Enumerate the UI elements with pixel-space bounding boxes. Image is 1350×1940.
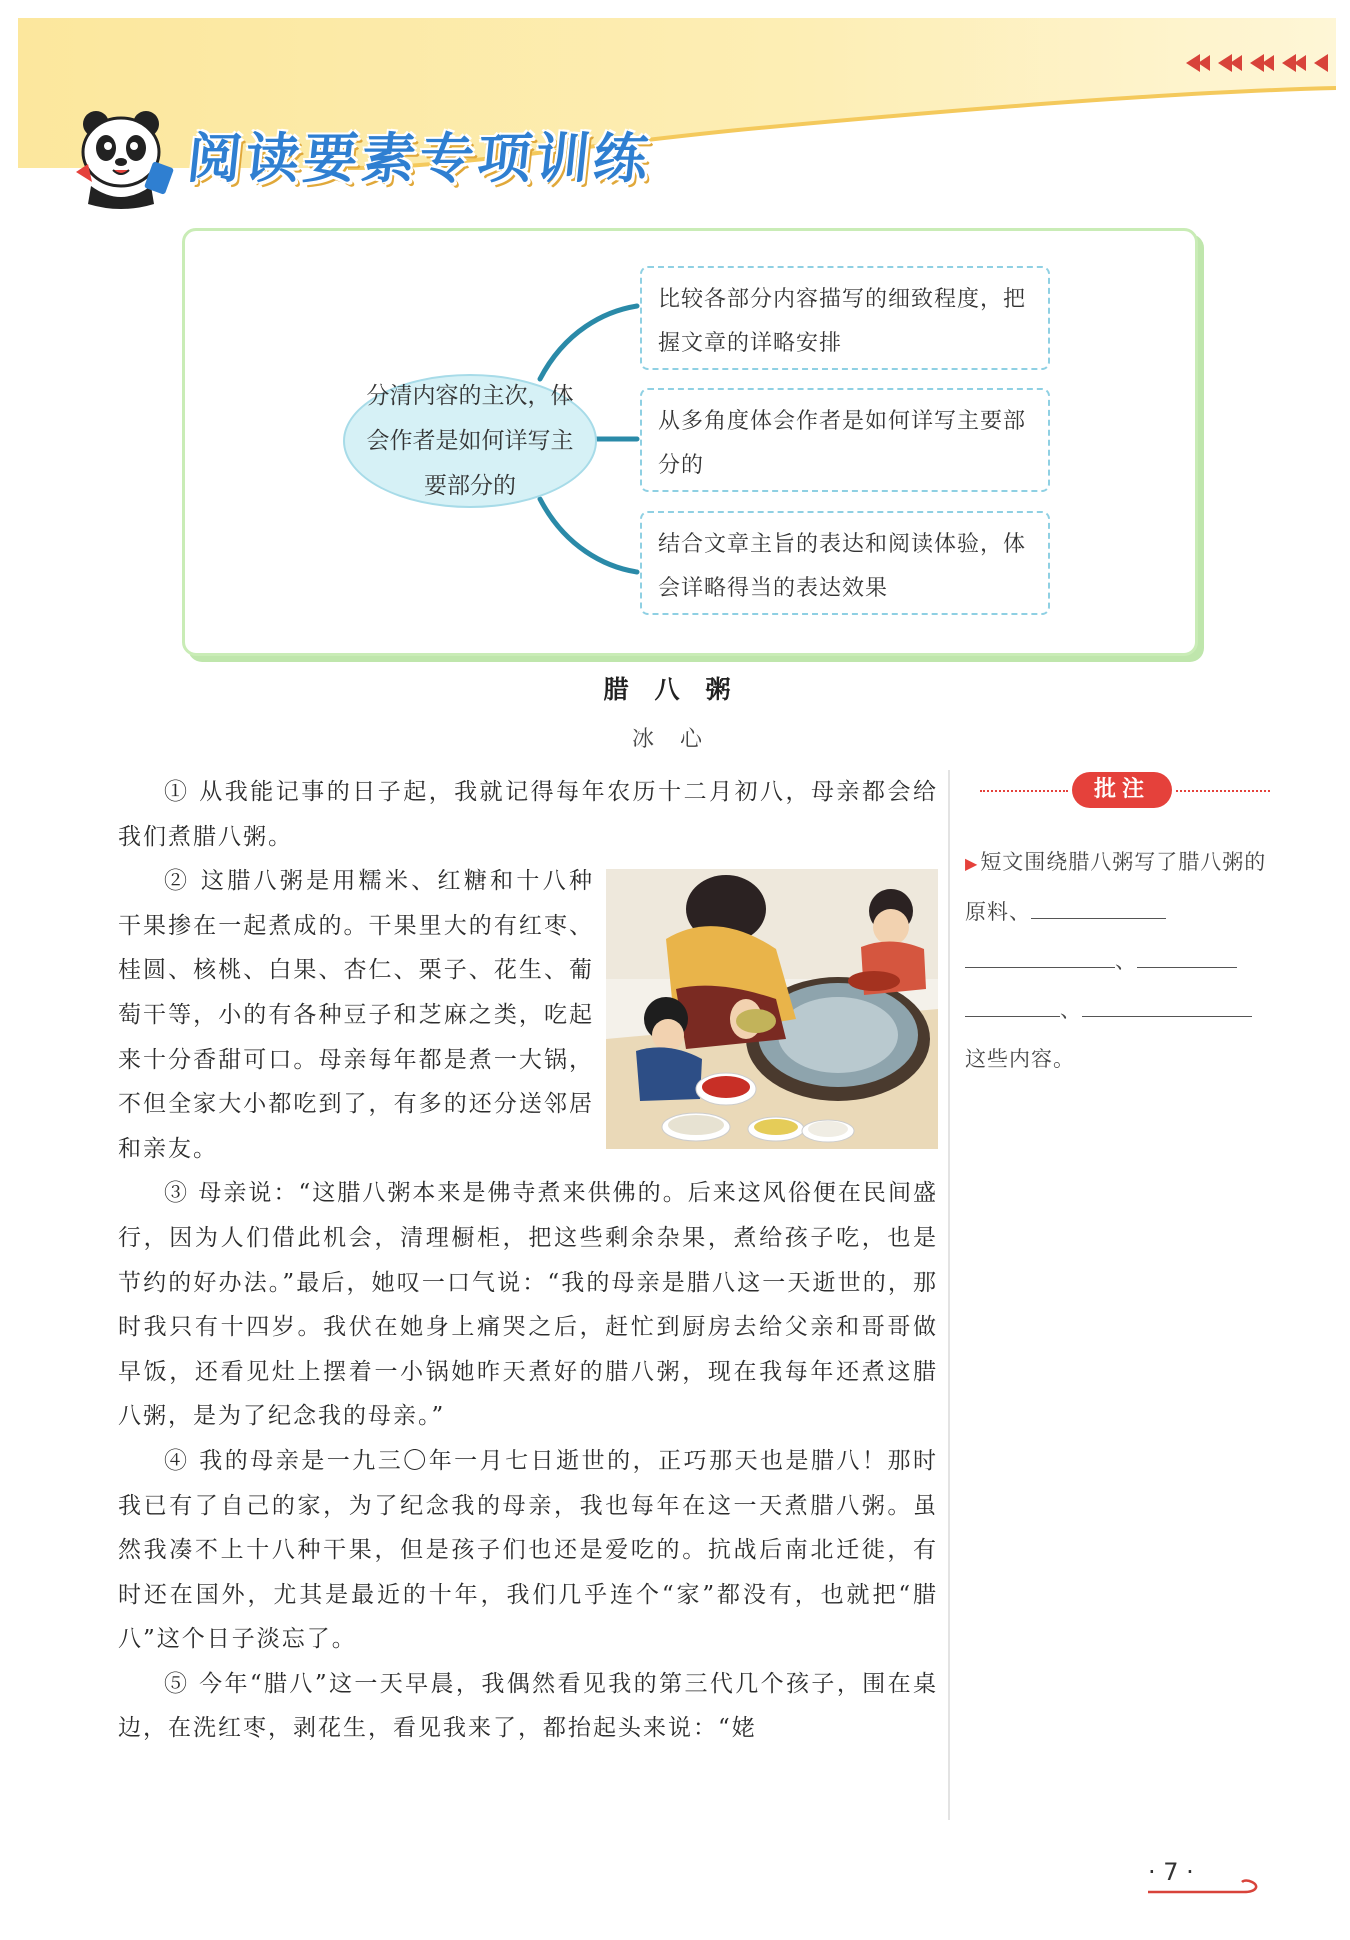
mind-map-center-node bbox=[343, 374, 597, 508]
annotation-separator-2: 、 bbox=[1060, 998, 1082, 1022]
page-number-text: · 7 · bbox=[1148, 1858, 1194, 1886]
answer-blank-3[interactable] bbox=[1137, 943, 1237, 968]
annotation-label: 批注 bbox=[1072, 772, 1172, 808]
annotation-body bbox=[965, 838, 1275, 1084]
paragraph-4: ④ 我的母亲是一九三〇年一月七日逝世的，正巧那天也是腊八！那时我已有了自己的家，为了纪念我的母亲，我也每年在这一天煮腊八粥。虽然我凑不上十八种干果，但是孩子们也还是爱吃的。抗战后南北迁徙，有时还在国外，尤其是最近的十年，我们几乎连个“家”都没有，也就把“腊八”这个日子淡忘了。 bbox=[118, 1447, 938, 1653]
article-author: 冰心 bbox=[631, 727, 728, 752]
mind-map-branch-1: 比较各部分内容描写的细致程度，把握文章的详略安排 bbox=[640, 266, 1050, 370]
paragraph-5: ⑤ 今年“腊八”这一天早晨，我偶然看见我的第三代几个孩子，围在桌边，在洗红枣，剥花生，看见我来了，都抬起头来说：“姥 bbox=[118, 1670, 938, 1742]
double-arrow-decoration-icon bbox=[1186, 50, 1336, 76]
answer-blank-4[interactable] bbox=[965, 992, 1060, 1017]
paragraph-3: ③ 母亲说：“这腊八粥本来是佛寺煮来供佛的。后来这风俗便在民间盛行，因为人们借此机会，清理橱柜，把这些剩余杂果，煮给孩子吃，也是节约的好办法。”最后，她叹一口气说：“我的母亲是腊八这一天逝世的，那时我只有十四岁。我伏在她身上痛哭之后，赶忙到厨房去给父亲和哥哥做早饭，还看见灶上摆着一小锅她昨天煮好的腊八粥，现在我每年还煮这腊八粥，是为了纪念我的母亲。” bbox=[118, 1180, 938, 1430]
mind-map-branch-2: 从多角度体会作者是如何详写主要部分的 bbox=[640, 388, 1050, 492]
section-title: 阅读要素专项训练 bbox=[184, 127, 655, 190]
paragraph-2: ② 这腊八粥是用糯米、红糖和十八种干果掺在一起煮成的。干果里大的有红枣、桂圆、核桃、白果、杏仁、栗子、花生、葡萄干等，小的有各种豆子和芝麻之类，吃起来十分香甜可口。母亲每年都是煮一大锅，不但全家大小都吃到了，有多的还分送邻居和亲友。 bbox=[118, 868, 594, 1162]
annotation-header bbox=[980, 772, 1270, 812]
answer-blank-5[interactable] bbox=[1082, 992, 1252, 1017]
annotation-separator-1: 、 bbox=[1115, 949, 1137, 973]
column-divider bbox=[948, 770, 950, 1820]
answer-blank-2[interactable] bbox=[965, 943, 1115, 968]
article-title: 腊八粥 bbox=[603, 675, 757, 704]
panda-mascot-icon bbox=[66, 102, 176, 212]
mind-map-center-text: 分清内容的主次，体会作者是如何详写主要部分的 bbox=[366, 382, 574, 499]
annotation-text-start: 短文围绕腊八粥写了腊八粥的原料、 bbox=[965, 850, 1267, 924]
annotation-line-right bbox=[1176, 790, 1270, 792]
answer-blank-1[interactable] bbox=[1031, 894, 1166, 919]
article-body bbox=[118, 770, 938, 1751]
page-number bbox=[1148, 1858, 1268, 1898]
annotation-text-end: 这些内容。 bbox=[965, 1047, 1075, 1071]
mind-map-branch-3: 结合文章主旨的表达和阅读体验，体会详略得当的表达效果 bbox=[640, 511, 1050, 615]
mind-map bbox=[182, 228, 1198, 656]
page-header bbox=[18, 18, 1336, 208]
annotation-line-left bbox=[980, 790, 1068, 792]
triangle-marker-icon: ▶ bbox=[965, 854, 979, 873]
mother-and-children-cooking-porridge-illustration bbox=[606, 869, 938, 1149]
paragraph-1: ① 从我能记事的日子起，我就记得每年农历十二月初八，母亲都会给我们煮腊八粥。 bbox=[118, 779, 938, 850]
